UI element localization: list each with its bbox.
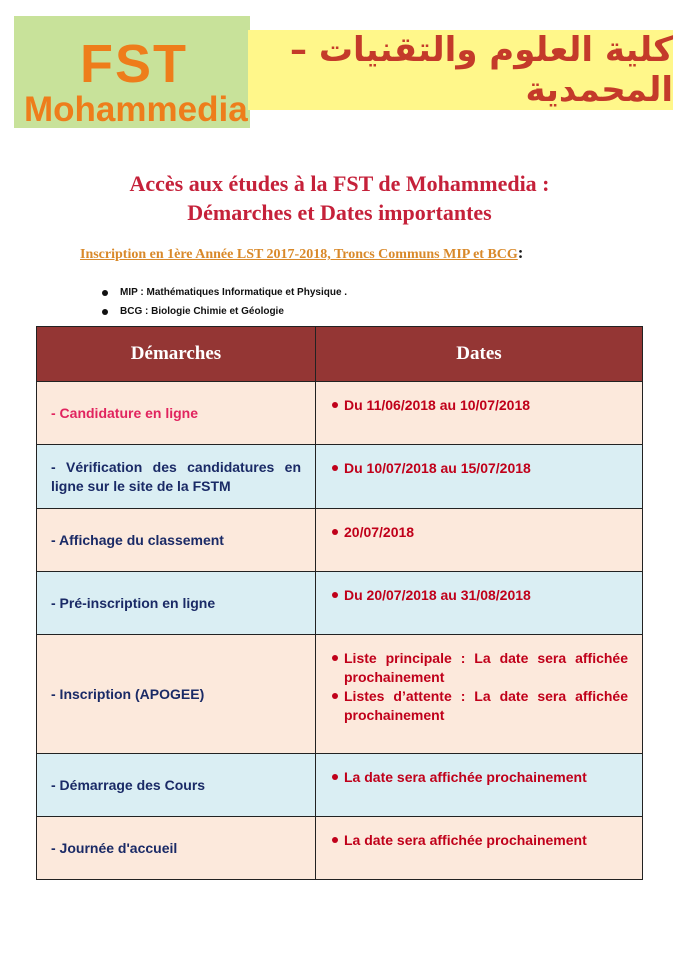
table-header-dates: Dates bbox=[316, 327, 643, 382]
page-title-line2: Démarches et Dates importantes bbox=[187, 200, 492, 225]
arabic-title: كلية العلوم والتقنيات – المحمدية bbox=[290, 30, 673, 110]
bullet-icon bbox=[332, 837, 338, 843]
bullet-icon bbox=[332, 402, 338, 408]
date-item: Liste principale : La date sera affichée prochainement bbox=[332, 649, 628, 687]
list-item bbox=[100, 302, 347, 321]
date-item: Du 10/07/2018 au 15/07/2018 bbox=[332, 459, 628, 478]
logo-mohammedia-text: Mohammedia bbox=[24, 90, 248, 129]
table-row bbox=[37, 754, 643, 817]
date-item: Du 11/06/2018 au 10/07/2018 bbox=[332, 396, 628, 415]
table-row bbox=[37, 445, 643, 509]
bullet-icon bbox=[332, 529, 338, 535]
page-title-line1: Accès aux études à la FST de Mohammedia : bbox=[129, 171, 550, 196]
date-item: Du 20/07/2018 au 31/08/2018 bbox=[332, 586, 628, 605]
table-row bbox=[37, 382, 643, 445]
bullet-icon bbox=[332, 693, 338, 699]
step-label: - Inscription (APOGEE) bbox=[51, 686, 205, 702]
table-row bbox=[37, 572, 643, 635]
subtitle-text: Inscription en 1ère Année LST 2017-2018, Troncs Communs MIP et BCG bbox=[80, 247, 518, 262]
date-item: La date sera affichée prochainement bbox=[332, 768, 628, 787]
logo bbox=[14, 16, 250, 128]
bullet-icon bbox=[332, 592, 338, 598]
step-label: - Vérification des candidatures en ligne sur le site de la FSTM bbox=[51, 458, 301, 494]
subtitle-colon: : bbox=[517, 243, 524, 262]
subtitle bbox=[80, 243, 523, 263]
bullet-icon bbox=[102, 309, 108, 315]
step-label: - Démarrage des Cours bbox=[51, 777, 206, 793]
step-label: - Journée d'accueil bbox=[51, 840, 178, 856]
bullet-text: MIP : Mathématiques Informatique et Physique . bbox=[120, 287, 348, 298]
bullet-list bbox=[100, 283, 347, 321]
bullet-icon bbox=[332, 774, 338, 780]
bullet-icon bbox=[102, 290, 108, 296]
schedule-table bbox=[36, 326, 643, 880]
date-item: Listes d’attente : La date sera affichée prochainement bbox=[332, 687, 628, 725]
bullet-icon bbox=[332, 465, 338, 471]
logo-fst-text: FST bbox=[80, 34, 188, 94]
table-row bbox=[37, 817, 643, 880]
bullet-icon bbox=[332, 655, 338, 661]
step-label: - Candidature en ligne bbox=[51, 405, 199, 421]
date-item: La date sera affichée prochainement bbox=[332, 831, 628, 850]
bullet-text: BCG : Biologie Chimie et Géologie bbox=[120, 306, 284, 317]
table-header-demarches: Démarches bbox=[37, 327, 316, 382]
step-label: - Pré-inscription en ligne bbox=[51, 595, 216, 611]
list-item bbox=[100, 283, 347, 302]
arabic-title-banner bbox=[248, 30, 673, 110]
step-label: - Affichage du classement bbox=[51, 532, 224, 548]
date-item: 20/07/2018 bbox=[332, 523, 628, 542]
table-row bbox=[37, 635, 643, 754]
table-row bbox=[37, 509, 643, 572]
